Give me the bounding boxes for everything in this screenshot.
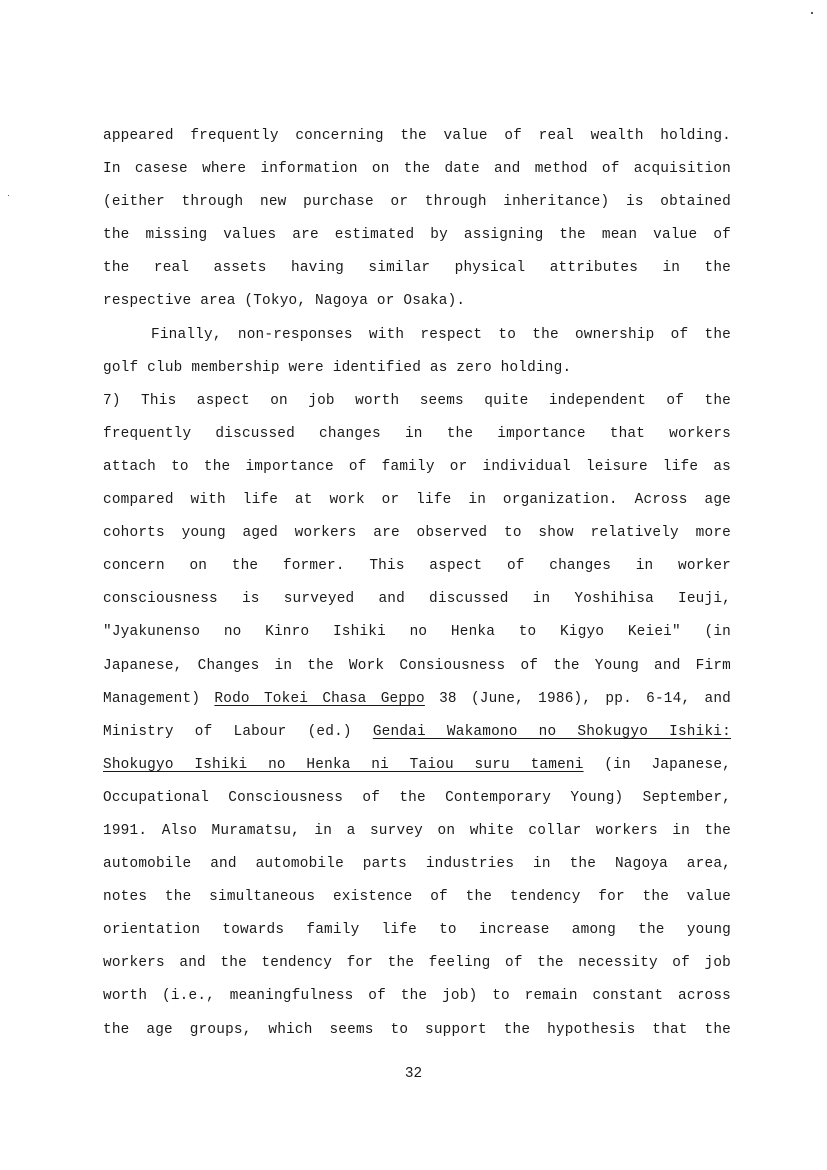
text-line: golf club membership were identified as zero holding. <box>103 359 572 376</box>
text-line: workers and the tendency for the feeling of the necessity of job <box>103 955 731 972</box>
text-line <box>103 683 731 716</box>
publication-title: Rodo Tokei Chasa Geppo <box>214 690 425 707</box>
text-line: (either through new purchase or through inheritance) is obtained <box>103 194 731 211</box>
text-line <box>103 716 731 749</box>
text-line: Finally, non-responses with respect to the ownership of the <box>151 326 731 343</box>
text-segment: Management) <box>103 690 215 707</box>
text-line: compared with life at work or life in organization. Across age <box>103 492 731 509</box>
scan-speck <box>811 12 813 14</box>
text-line: the missing values are estimated by assigning the mean value of <box>103 227 731 244</box>
text-line: "Jyakunenso no Kinro Ishiki no Henka to Kigyo Keiei" (in <box>103 624 731 641</box>
text-segment: (in Japanese, <box>583 756 731 773</box>
text-segment: Ministry of Labour (ed.) <box>103 723 373 740</box>
text-line: concern on the former. This aspect of changes in worker <box>103 558 731 575</box>
text-line: orientation towards family life to increase among the young <box>103 922 731 939</box>
text-line <box>103 749 731 782</box>
footnote-line: 7) This aspect on job worth seems quite independent of the <box>103 392 731 409</box>
text-line: attach to the importance of family or individual leisure life as <box>103 458 731 475</box>
text-line: frequently discussed changes in the importance that workers <box>103 425 731 442</box>
text-line: automobile and automobile parts industries in the Nagoya area, <box>103 856 731 873</box>
publication-title: Shokugyo Ishiki no Henka ni Taiou suru tameni <box>103 756 584 773</box>
text-line: Occupational Consciousness of the Contemporary Young) September, <box>103 789 731 806</box>
text-line: appeared frequently concerning the value of real wealth holding. <box>103 128 731 144</box>
text-line: the real assets having similar physical attributes in the <box>103 260 731 277</box>
text-line: cohorts young aged workers are observed to show relatively more <box>103 525 731 542</box>
text-line: Japanese, Changes in the Work Consiousness of the Young and Firm <box>103 657 731 674</box>
body-text <box>103 120 731 1047</box>
text-line: 1991. Also Muramatsu, in a survey on white collar workers in the <box>103 822 731 839</box>
text-line: worth (i.e., meaningfulness of the job) to remain constant across <box>103 988 731 1005</box>
scan-speck <box>8 195 9 196</box>
text-line: In casese where information on the date and method of acquisition <box>103 161 731 178</box>
text-line: notes the simultaneous existence of the tendency for the value <box>103 889 731 906</box>
page-number: 32 <box>404 1066 423 1082</box>
publication-title: Gendai Wakamono no Shokugyo Ishiki: <box>372 723 731 740</box>
text-line: the age groups, which seems to support the hypothesis that the <box>103 1021 731 1038</box>
text-segment: 38 (June, 1986), pp. 6-14, and <box>424 690 731 707</box>
text-line: respective area (Tokyo, Nagoya or Osaka). <box>103 293 466 310</box>
text-line: consciousness is surveyed and discussed in Yoshihisa Ieuji, <box>103 591 731 608</box>
